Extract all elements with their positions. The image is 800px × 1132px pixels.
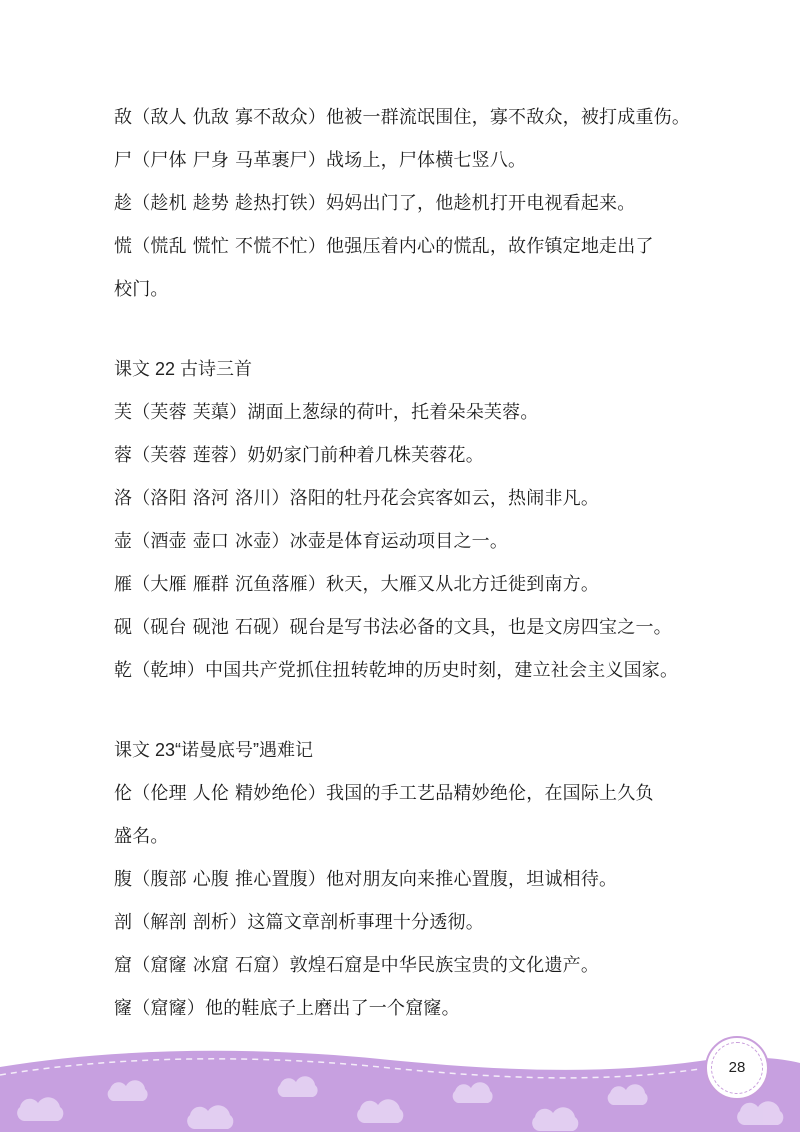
vocab-line: 伦（伦理 人伦 精妙绝伦）我国的手工艺品精妙绝伦，在国际上久负 (114, 783, 654, 804)
vocab-line: 芙（芙蓉 芙蕖）湖面上葱绿的荷叶，托着朵朵芙蓉。 (114, 402, 539, 423)
vocab-line: 窿（窟窿）他的鞋底子上磨出了一个窟窿。 (114, 998, 460, 1019)
vocab-line: 校门。 (114, 279, 169, 300)
footer-cloud-band (0, 1027, 800, 1132)
vocab-line: 尸（尸体 尸身 马革裹尸）战场上，尸体横七竖八。 (114, 150, 527, 171)
cloud-icon (532, 1107, 578, 1131)
vocab-line: 蓉（芙蓉 莲蓉）奶奶家门前种着几株芙蓉花。 (114, 445, 484, 466)
vocab-line: 雁（大雁 雁群 沉鱼落雁）秋天，大雁又从北方迁徙到南方。 (114, 574, 600, 595)
vocab-line: 盛名。 (114, 826, 169, 847)
lesson-title: 课文 22 古诗三首 (114, 359, 253, 379)
vocab-line: 慌（慌乱 慌忙 不慌不忙）他强压着内心的慌乱，故作镇定地走出了 (114, 236, 654, 257)
cloud-icon (17, 1097, 63, 1121)
vocab-line: 窟（窟窿 冰窟 石窟）敦煌石窟是中华民族宝贵的文化遗产。 (114, 955, 600, 976)
vocab-line: 洛（洛阳 洛河 洛川）洛阳的牡丹花会宾客如云，热闹非凡。 (114, 488, 600, 509)
vocab-line: 壶（酒壶 壶口 冰壶）冰壶是体育运动项目之一。 (114, 531, 509, 552)
cloud-icon (187, 1105, 233, 1129)
cloud-icon (737, 1101, 783, 1125)
vocab-line: 敌（敌人 仇敌 寡不敌众）他被一群流氓围住，寡不敌众，被打成重伤。 (114, 107, 691, 128)
lesson-title: 课文 23“诺曼底号”遇难记 (114, 740, 314, 760)
vocab-line: 砚（砚台 砚池 石砚）砚台是写书法必备的文具，也是文房四宝之一。 (114, 617, 672, 638)
cloud-icon (357, 1099, 403, 1123)
vocab-line: 乾（乾坤）中国共产党抓住扭转乾坤的历史时刻，建立社会主义国家。 (114, 660, 679, 681)
vocab-line: 剖（解剖 剖析）这篇文章剖析事理十分透彻。 (114, 912, 484, 933)
vocab-line: 腹（腹部 心腹 推心置腹）他对朋友向来推心置腹，坦诚相待。 (114, 869, 618, 890)
page-number: 28 (728, 1059, 746, 1076)
vocab-line: 趁（趁机 趁势 趁热打铁）妈妈出门了，他趁机打开电视看起来。 (114, 193, 636, 214)
